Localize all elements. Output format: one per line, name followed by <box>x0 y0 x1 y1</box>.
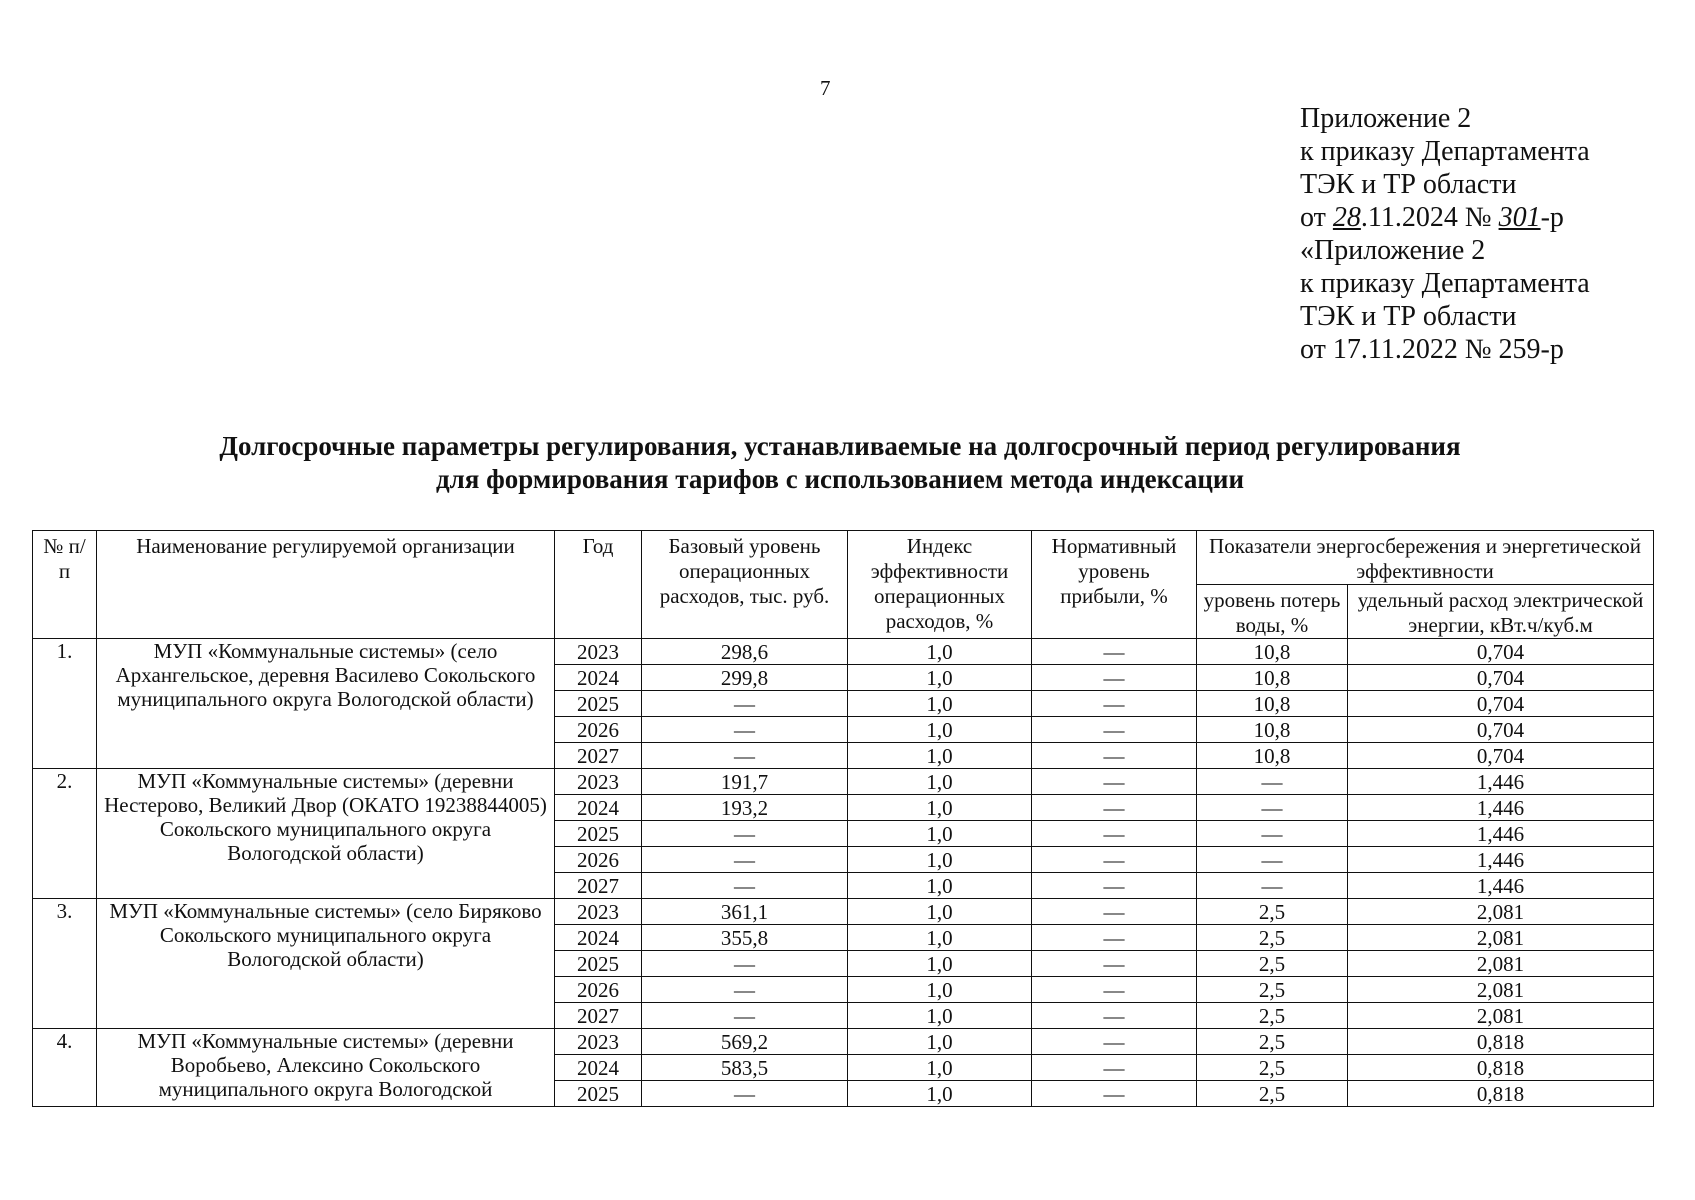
water-loss-cell: — <box>1197 795 1348 821</box>
profit-level-cell: — <box>1032 639 1197 665</box>
efficiency-index-cell: 1,0 <box>848 691 1032 717</box>
year-cell: 2024 <box>555 665 642 691</box>
header-base-level: Базовый уровень операционных расходов, тыс. руб. <box>642 531 848 639</box>
specific-consumption-cell: 1,446 <box>1348 847 1654 873</box>
organization-name-cell: МУП «Коммунальные системы» (село Биряково Сокольского муниципального округа Вологодской области) <box>97 899 555 1029</box>
profit-level-cell: — <box>1032 691 1197 717</box>
base-level-cell: — <box>642 873 848 899</box>
year-cell: 2023 <box>555 899 642 925</box>
efficiency-index-cell: 1,0 <box>848 1003 1032 1029</box>
organization-name-cell: МУП «Коммунальные системы» (деревни Воробьево, Алексино Сокольского муниципального округа Вологодской <box>97 1029 555 1107</box>
specific-consumption-cell: 0,704 <box>1348 717 1654 743</box>
title-line: Долгосрочные параметры регулирования, устанавливаемые на долгосрочный период регулирования <box>219 431 1461 461</box>
base-level-cell: — <box>642 743 848 769</box>
specific-consumption-cell: 0,818 <box>1348 1081 1654 1107</box>
year-cell: 2023 <box>555 639 642 665</box>
header-efficiency-index: Индекс эффективности операционных расходов, % <box>848 531 1032 639</box>
profit-level-cell: — <box>1032 847 1197 873</box>
appendix-line: ТЭК и ТР области <box>1300 301 1517 332</box>
order-day-handwritten: 28 <box>1332 202 1361 233</box>
year-cell: 2026 <box>555 977 642 1003</box>
specific-consumption-cell: 0,818 <box>1348 1029 1654 1055</box>
header-water-loss: уровень потерь воды, % <box>1197 585 1348 639</box>
efficiency-index-cell: 1,0 <box>848 925 1032 951</box>
document-title <box>60 430 1620 496</box>
profit-level-cell: — <box>1032 821 1197 847</box>
row-number-cell: 4. <box>33 1029 97 1107</box>
profit-level-cell: — <box>1032 873 1197 899</box>
profit-level-cell: — <box>1032 1029 1197 1055</box>
specific-consumption-cell: 0,818 <box>1348 1055 1654 1081</box>
year-cell: 2025 <box>555 951 642 977</box>
year-cell: 2024 <box>555 795 642 821</box>
year-cell: 2023 <box>555 769 642 795</box>
profit-level-cell: — <box>1032 1055 1197 1081</box>
efficiency-index-cell: 1,0 <box>848 951 1032 977</box>
specific-consumption-cell: 1,446 <box>1348 821 1654 847</box>
header-num: № п/п <box>33 531 97 639</box>
water-loss-cell: 10,8 <box>1197 691 1348 717</box>
profit-level-cell: — <box>1032 899 1197 925</box>
year-cell: 2025 <box>555 1081 642 1107</box>
water-loss-cell: 10,8 <box>1197 639 1348 665</box>
row-number-cell: 3. <box>33 899 97 1029</box>
organization-name-cell: МУП «Коммунальные системы» (деревни Нестерово, Великий Двор (ОКАТО 19238844005) Сокольского муниципального округа Вологодской области) <box>97 769 555 899</box>
base-level-cell: — <box>642 977 848 1003</box>
water-loss-cell: — <box>1197 847 1348 873</box>
table-row <box>33 1029 1654 1055</box>
base-level-cell: — <box>642 1003 848 1029</box>
order-number-handwritten: 301 <box>1498 202 1541 233</box>
base-level-cell: — <box>642 1081 848 1107</box>
title-line: для формирования тарифов с использованием метода индексации <box>435 464 1245 494</box>
efficiency-index-cell: 1,0 <box>848 717 1032 743</box>
profit-level-cell: — <box>1032 977 1197 1003</box>
efficiency-index-cell: 1,0 <box>848 1081 1032 1107</box>
base-level-cell: 191,7 <box>642 769 848 795</box>
year-cell: 2024 <box>555 925 642 951</box>
profit-level-cell: — <box>1032 717 1197 743</box>
appendix-line: к приказу Департамента <box>1300 268 1590 299</box>
efficiency-index-cell: 1,0 <box>848 847 1032 873</box>
efficiency-index-cell: 1,0 <box>848 1029 1032 1055</box>
specific-consumption-cell: 2,081 <box>1348 925 1654 951</box>
table-row <box>33 639 1654 665</box>
efficiency-index-cell: 1,0 <box>848 639 1032 665</box>
water-loss-cell: 2,5 <box>1197 1055 1348 1081</box>
efficiency-index-cell: 1,0 <box>848 665 1032 691</box>
header-specific-consumption: удельный расход электрической энергии, кВт.ч/куб.м <box>1348 585 1654 639</box>
organization-name-cell: МУП «Коммунальные системы» (село Архангельское, деревня Василево Сокольского муниципального округа Вологодской области) <box>97 639 555 769</box>
profit-level-cell: — <box>1032 769 1197 795</box>
appendix-line: Приложение 2 <box>1300 103 1472 134</box>
order-prefix: от <box>1300 202 1333 233</box>
base-level-cell: — <box>642 717 848 743</box>
profit-level-cell: — <box>1032 1003 1197 1029</box>
efficiency-index-cell: 1,0 <box>848 1055 1032 1081</box>
base-level-cell: 583,5 <box>642 1055 848 1081</box>
year-cell: 2025 <box>555 691 642 717</box>
base-level-cell: 355,8 <box>642 925 848 951</box>
header-profit-level: Нормативный уровень прибыли, % <box>1032 531 1197 639</box>
water-loss-cell: 2,5 <box>1197 1029 1348 1055</box>
water-loss-cell: 2,5 <box>1197 925 1348 951</box>
year-cell: 2026 <box>555 717 642 743</box>
page-number: 7 <box>820 76 831 100</box>
profit-level-cell: — <box>1032 795 1197 821</box>
appendix-header <box>1300 102 1590 366</box>
efficiency-index-cell: 1,0 <box>848 795 1032 821</box>
water-loss-cell: — <box>1197 769 1348 795</box>
order-suffix: -р <box>1540 202 1564 233</box>
order-date: .11.2024 № <box>1360 202 1499 233</box>
profit-level-cell: — <box>1032 951 1197 977</box>
specific-consumption-cell: 2,081 <box>1348 899 1654 925</box>
water-loss-cell: 10,8 <box>1197 743 1348 769</box>
profit-level-cell: — <box>1032 743 1197 769</box>
water-loss-cell: 2,5 <box>1197 1003 1348 1029</box>
year-cell: 2023 <box>555 1029 642 1055</box>
row-number-cell: 2. <box>33 769 97 899</box>
table-row <box>33 899 1654 925</box>
header-year: Год <box>555 531 642 639</box>
year-cell: 2027 <box>555 743 642 769</box>
efficiency-index-cell: 1,0 <box>848 769 1032 795</box>
year-cell: 2027 <box>555 873 642 899</box>
appendix-line: «Приложение 2 <box>1300 235 1486 266</box>
row-number-cell: 1. <box>33 639 97 769</box>
efficiency-index-cell: 1,0 <box>848 899 1032 925</box>
appendix-line: ТЭК и ТР области <box>1300 169 1517 200</box>
appendix-line: к приказу Департамента <box>1300 136 1590 167</box>
water-loss-cell: 2,5 <box>1197 899 1348 925</box>
header-energy-indicators: Показатели энергосбережения и энергетической эффективности <box>1197 531 1654 585</box>
water-loss-cell: — <box>1197 873 1348 899</box>
parameters-table <box>32 530 1654 1107</box>
specific-consumption-cell: 0,704 <box>1348 665 1654 691</box>
year-cell: 2026 <box>555 847 642 873</box>
water-loss-cell: 2,5 <box>1197 951 1348 977</box>
efficiency-index-cell: 1,0 <box>848 977 1032 1003</box>
base-level-cell: — <box>642 821 848 847</box>
year-cell: 2027 <box>555 1003 642 1029</box>
specific-consumption-cell: 0,704 <box>1348 743 1654 769</box>
profit-level-cell: — <box>1032 1081 1197 1107</box>
specific-consumption-cell: 2,081 <box>1348 951 1654 977</box>
header-row <box>33 531 1654 585</box>
profit-level-cell: — <box>1032 665 1197 691</box>
base-level-cell: 361,1 <box>642 899 848 925</box>
water-loss-cell: 2,5 <box>1197 1081 1348 1107</box>
base-level-cell: 299,8 <box>642 665 848 691</box>
efficiency-index-cell: 1,0 <box>848 743 1032 769</box>
water-loss-cell: 10,8 <box>1197 665 1348 691</box>
profit-level-cell: — <box>1032 925 1197 951</box>
specific-consumption-cell: 1,446 <box>1348 795 1654 821</box>
specific-consumption-cell: 0,704 <box>1348 691 1654 717</box>
specific-consumption-cell: 2,081 <box>1348 1003 1654 1029</box>
specific-consumption-cell: 2,081 <box>1348 977 1654 1003</box>
base-level-cell: 569,2 <box>642 1029 848 1055</box>
specific-consumption-cell: 1,446 <box>1348 769 1654 795</box>
specific-consumption-cell: 0,704 <box>1348 639 1654 665</box>
water-loss-cell: 10,8 <box>1197 717 1348 743</box>
water-loss-cell: 2,5 <box>1197 977 1348 1003</box>
year-cell: 2025 <box>555 821 642 847</box>
water-loss-cell: — <box>1197 821 1348 847</box>
specific-consumption-cell: 1,446 <box>1348 873 1654 899</box>
efficiency-index-cell: 1,0 <box>848 821 1032 847</box>
table-row <box>33 769 1654 795</box>
year-cell: 2024 <box>555 1055 642 1081</box>
base-level-cell: — <box>642 951 848 977</box>
header-org-name: Наименование регулируемой организации <box>97 531 555 639</box>
base-level-cell: — <box>642 691 848 717</box>
order-reference <box>1300 201 1590 234</box>
base-level-cell: 298,6 <box>642 639 848 665</box>
appendix-line: от 17.11.2022 № 259-р <box>1300 334 1564 365</box>
table-body <box>33 639 1654 1107</box>
efficiency-index-cell: 1,0 <box>848 873 1032 899</box>
base-level-cell: 193,2 <box>642 795 848 821</box>
base-level-cell: — <box>642 847 848 873</box>
